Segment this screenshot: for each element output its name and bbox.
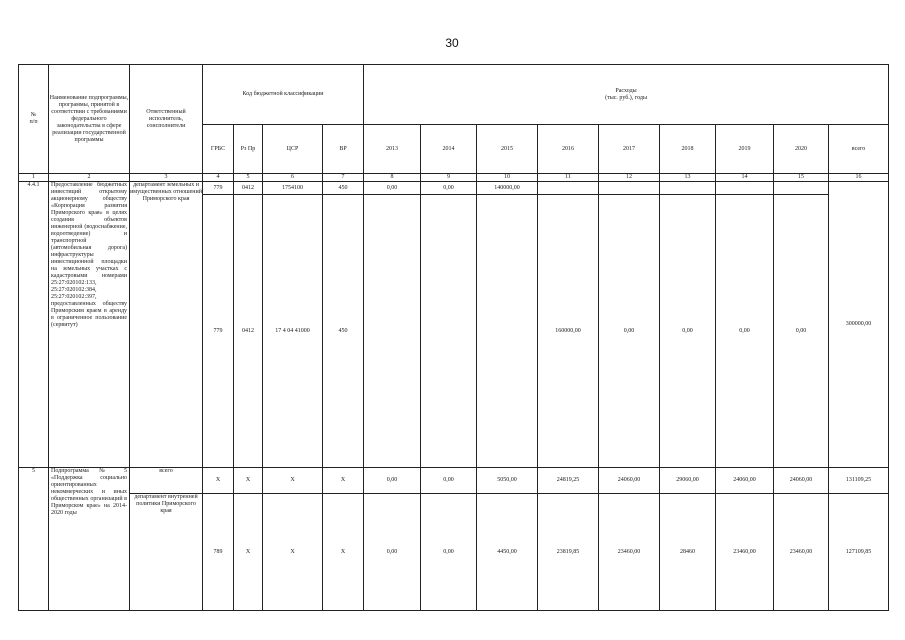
header-csr: ЦСР <box>263 125 323 174</box>
cell-total: 127109,85 <box>829 494 889 611</box>
column-number: 4 <box>203 174 234 182</box>
cell-vr: 450 <box>323 182 364 195</box>
column-number: 11 <box>538 174 599 182</box>
cell-2016 <box>538 182 599 195</box>
table-row <box>19 468 889 494</box>
row-responsible: департамент земельных и имущественных отношений Приморского края <box>130 182 203 468</box>
cell-2018: 0,00 <box>660 195 716 468</box>
column-number: 6 <box>263 174 323 182</box>
column-number: 9 <box>421 174 477 182</box>
page-number: 30 <box>445 36 459 50</box>
header-year-2014: 2014 <box>421 125 477 174</box>
budget-table <box>18 64 889 611</box>
header-year-2020: 2020 <box>774 125 829 174</box>
column-number: 5 <box>234 174 263 182</box>
header-expenses: Расходы (тыс. руб.), годы <box>364 65 889 125</box>
cell-2017: 24060,00 <box>599 468 660 494</box>
header-no: № п/п <box>19 65 49 174</box>
cell-2015: 140000,00 <box>477 182 538 195</box>
row-responsible: всего <box>130 468 203 494</box>
column-number: 2 <box>49 174 130 182</box>
column-number: 16 <box>829 174 889 182</box>
cell-2016: 24819,25 <box>538 468 599 494</box>
cell-grbs: 789 <box>203 494 234 611</box>
cell-2020: 0,00 <box>774 195 829 468</box>
cell-2014 <box>421 195 477 468</box>
cell-rzpr: X <box>234 468 263 494</box>
cell-2018: 29060,00 <box>660 468 716 494</box>
cell-2015: 4450,00 <box>477 494 538 611</box>
cell-rzpr: 0412 <box>234 182 263 195</box>
column-numbers-row <box>19 174 889 182</box>
header-budget-code: Код бюджетной классификации <box>203 65 364 125</box>
cell-2013 <box>364 195 421 468</box>
header-grbs: ГРБС <box>203 125 234 174</box>
cell-2013: 0,00 <box>364 182 421 195</box>
cell-2017: 23460,00 <box>599 494 660 611</box>
cell-2014: 0,00 <box>421 468 477 494</box>
cell-2019: 24060,00 <box>716 468 774 494</box>
row-name: Предоставление бюджетных инвестиций открытому акционерному обществу «Корпорация развития Приморского края» в целях создания объектов инженерной (водоснабжение, водоотведение) и транспортной (автомобильная дорога) инфраструктуры инвестиционной площадки на земельных участках с кадастровыми номерами 25:27:020102:133, 25:27:020102:384, 25:27:020102:397, предоставленных обществу Приморским краем в аренду в ограниченное пользование (сервитут) <box>49 182 130 468</box>
cell-2019 <box>716 182 774 195</box>
header-name: Наименование подпрограммы, программы, принятой в соответствии с требованиями федерального законодательства в сфере реализации государственной программы <box>49 65 130 174</box>
cell-2013: 0,00 <box>364 468 421 494</box>
cell-2018: 28460 <box>660 494 716 611</box>
column-number: 7 <box>323 174 364 182</box>
cell-csr: 1754100 <box>263 182 323 195</box>
cell-csr: X <box>263 494 323 611</box>
header-year-2019: 2019 <box>716 125 774 174</box>
column-number: 15 <box>774 174 829 182</box>
cell-grbs: 779 <box>203 182 234 195</box>
cell-grbs: X <box>203 468 234 494</box>
cell-2017: 0,00 <box>599 195 660 468</box>
cell-2017 <box>599 182 660 195</box>
column-number: 1 <box>19 174 49 182</box>
column-number: 10 <box>477 174 538 182</box>
cell-total: 131109,25 <box>829 468 889 494</box>
header-year-2018: 2018 <box>660 125 716 174</box>
cell-rzpr: 0412 <box>234 195 263 468</box>
row-number: 5 <box>19 468 49 611</box>
header-vr: ВР <box>323 125 364 174</box>
header-year-2017: 2017 <box>599 125 660 174</box>
row-name: Подпрограмма № 5 «Поддержка социально ориентированных некоммерческих и иных общественных организаций в Приморском крае» на 2014-2020 годы <box>49 468 130 611</box>
cell-2019: 0,00 <box>716 195 774 468</box>
header-year-2015: 2015 <box>477 125 538 174</box>
header-total: всего <box>829 125 889 174</box>
column-number: 3 <box>130 174 203 182</box>
column-number: 8 <box>364 174 421 182</box>
cell-2016: 160000,00 <box>538 195 599 468</box>
table-row <box>19 494 889 611</box>
column-number: 12 <box>599 174 660 182</box>
cell-2020: 24060,00 <box>774 468 829 494</box>
table-row <box>19 182 889 195</box>
cell-2014: 0,00 <box>421 182 477 195</box>
row-number: 4.4.1 <box>19 182 49 468</box>
row-responsible: департамент внутренней политики Приморского края <box>130 494 203 611</box>
cell-2019: 23460,00 <box>716 494 774 611</box>
cell-2014: 0,00 <box>421 494 477 611</box>
header-responsible: Ответственный исполнитель, соисполнители <box>130 65 203 174</box>
cell-2016: 23819,85 <box>538 494 599 611</box>
cell-vr: X <box>323 494 364 611</box>
column-number: 14 <box>716 174 774 182</box>
header-year-2016: 2016 <box>538 125 599 174</box>
cell-2020 <box>774 182 829 195</box>
cell-2020: 23460,00 <box>774 494 829 611</box>
cell-vr: 450 <box>323 195 364 468</box>
cell-2018 <box>660 182 716 195</box>
cell-2015 <box>477 195 538 468</box>
cell-csr: X <box>263 468 323 494</box>
header-year-2013: 2013 <box>364 125 421 174</box>
header-row-1 <box>19 65 889 125</box>
cell-csr: 17 4 04 41000 <box>263 195 323 468</box>
column-number: 13 <box>660 174 716 182</box>
cell-rzpr: X <box>234 494 263 611</box>
cell-2015: 5050,00 <box>477 468 538 494</box>
cell-2013: 0,00 <box>364 494 421 611</box>
cell-grbs: 779 <box>203 195 234 468</box>
cell-vr: X <box>323 468 364 494</box>
header-rzpr: Рз Пр <box>234 125 263 174</box>
cell-total: 300000,00 <box>829 182 889 468</box>
